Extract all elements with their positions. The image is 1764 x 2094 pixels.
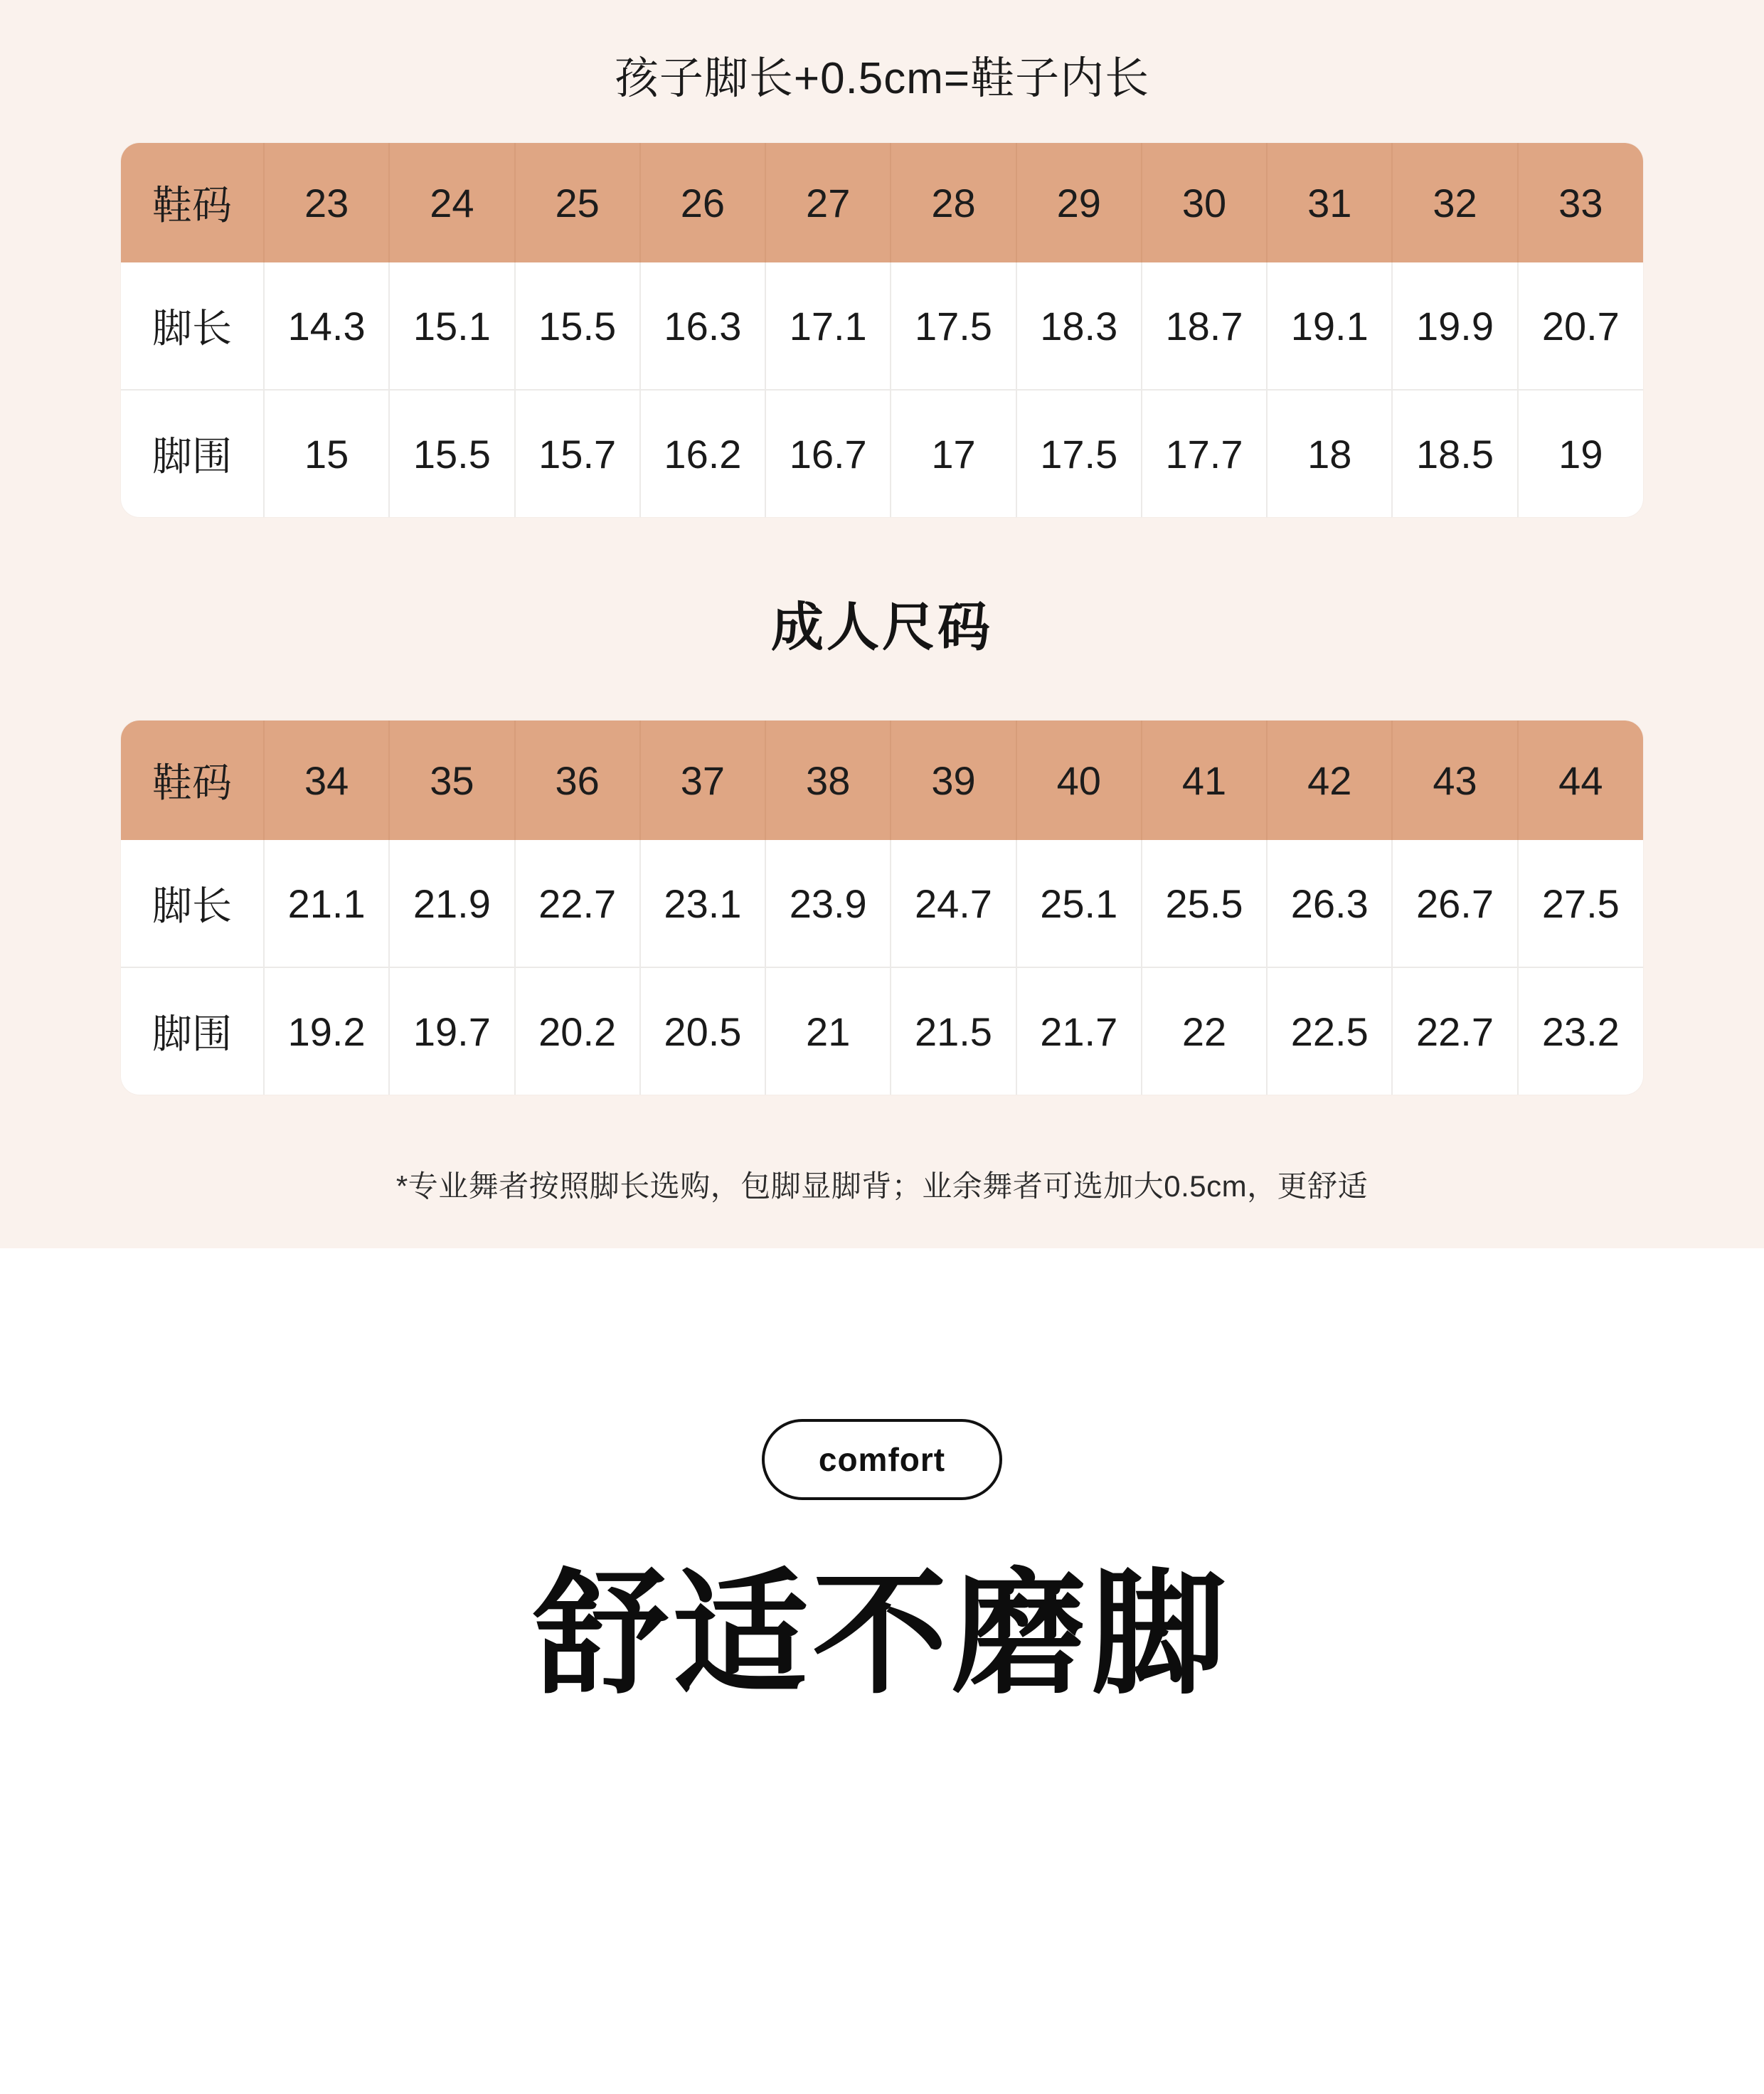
kids-size-table-container <box>121 143 1643 517</box>
table-row <box>121 840 1643 967</box>
kids-girth-cell: 15.7 <box>515 390 640 517</box>
adult-length-cell: 24.7 <box>891 840 1016 967</box>
kids-length-cell: 19.9 <box>1392 262 1517 390</box>
kids-size-cell: 23 <box>264 143 389 262</box>
kids-length-cell: 16.3 <box>640 262 765 390</box>
kids-row-label-length: 脚长 <box>121 262 264 390</box>
kids-girth-cell: 16.2 <box>640 390 765 517</box>
kids-size-cell: 26 <box>640 143 765 262</box>
kids-header-label: 鞋码 <box>121 143 264 262</box>
adult-size-cell: 42 <box>1267 721 1392 840</box>
adult-size-cell: 34 <box>264 721 389 840</box>
table-row <box>121 262 1643 390</box>
kids-size-cell: 30 <box>1142 143 1267 262</box>
adult-girth-cell: 21.5 <box>891 967 1016 1095</box>
kids-girth-cell: 15 <box>264 390 389 517</box>
adult-girth-cell: 20.2 <box>515 967 640 1095</box>
kids-length-cell: 18.7 <box>1142 262 1267 390</box>
comfort-headline: 舒适不磨脚 <box>533 1559 1231 1710</box>
page-title: 孩子脚长+0.5cm=鞋子内长 <box>614 54 1150 103</box>
adult-size-cell: 37 <box>640 721 765 840</box>
comfort-badge: comfort <box>762 1419 1002 1500</box>
adult-header-label: 鞋码 <box>121 721 264 840</box>
kids-girth-cell: 18 <box>1267 390 1392 517</box>
adult-length-cell: 26.7 <box>1392 840 1517 967</box>
kids-length-cell: 20.7 <box>1541 303 1620 349</box>
adult-row-label-length: 脚长 <box>121 840 264 967</box>
kids-girth-cell: 16.7 <box>765 390 891 517</box>
kids-girth-cell: 17.5 <box>1016 390 1142 517</box>
adult-girth-cell: 19.7 <box>389 967 514 1095</box>
adult-girth-cell: 23.2 <box>1518 967 1643 1095</box>
adult-size-cell: 43 <box>1392 721 1517 840</box>
kids-size-cell: 25 <box>515 143 640 262</box>
table-row <box>121 721 1643 840</box>
adult-length-cell: 21.1 <box>264 840 389 967</box>
adult-table-head <box>121 721 1643 840</box>
kids-length-cell: 17.1 <box>765 262 891 390</box>
adult-length-cell: 26.3 <box>1267 840 1392 967</box>
adult-length-cell: 23.1 <box>640 840 765 967</box>
kids-length-cell: 15.5 <box>515 262 640 390</box>
kids-size-cell: 29 <box>1016 143 1142 262</box>
kids-girth-cell: 18.5 <box>1392 390 1517 517</box>
adult-size-cell: 41 <box>1142 721 1267 840</box>
adult-girth-cell: 20.5 <box>640 967 765 1095</box>
sizing-note: *专业舞者按照脚长选购，包脚显脚背；业余舞者可选加大0.5cm，更舒适 <box>395 1169 1369 1203</box>
adult-size-table-container <box>121 721 1643 1095</box>
adult-size-cell: 36 <box>515 721 640 840</box>
kids-size-cell: 33 <box>1518 143 1643 262</box>
kids-size-cell: 27 <box>765 143 891 262</box>
kids-length-cell: 15.1 <box>389 262 514 390</box>
adult-length-cell: 25.1 <box>1016 840 1142 967</box>
adult-girth-cell: 19.2 <box>264 967 389 1095</box>
kids-table-head <box>121 143 1643 262</box>
kids-length-cell: 18.3 <box>1016 262 1142 390</box>
table-row <box>121 143 1643 262</box>
adult-girth-cell: 22.5 <box>1267 967 1392 1095</box>
adult-size-cell: 35 <box>389 721 514 840</box>
adult-size-cell: 44 <box>1518 721 1643 840</box>
adult-size-table <box>121 721 1643 1095</box>
kids-size-cell: 28 <box>891 143 1016 262</box>
adult-size-cell: 39 <box>891 721 1016 840</box>
adult-length-cell: 27.5 <box>1541 881 1620 926</box>
kids-size-table <box>121 143 1643 517</box>
adult-section-title: 成人尺码 <box>771 597 993 657</box>
adult-length-cell: 25.5 <box>1142 840 1267 967</box>
kids-girth-cell: 19 <box>1518 390 1643 517</box>
kids-girth-cell: 17 <box>891 390 1016 517</box>
kids-row-label-girth: 脚围 <box>121 390 264 517</box>
adult-table-body <box>121 840 1643 1095</box>
adult-row-label-girth: 脚围 <box>121 967 264 1095</box>
table-row <box>121 390 1643 517</box>
kids-length-cell: 14.3 <box>264 262 389 390</box>
kids-girth-cell: 17.7 <box>1142 390 1267 517</box>
comfort-section <box>0 1248 1764 1713</box>
kids-size-cell: 31 <box>1267 143 1392 262</box>
kids-size-cell: 32 <box>1392 143 1517 262</box>
adult-girth-cell: 21.7 <box>1016 967 1142 1095</box>
kids-girth-cell: 15.5 <box>389 390 514 517</box>
table-row <box>121 967 1643 1095</box>
kids-length-cell: 19.1 <box>1267 262 1392 390</box>
kids-table-body <box>121 262 1643 517</box>
kids-length-cell: 17.5 <box>891 262 1016 390</box>
adult-length-cell: 22.7 <box>515 840 640 967</box>
adult-length-cell: 23.9 <box>765 840 891 967</box>
kids-size-cell: 24 <box>389 143 514 262</box>
adult-girth-cell: 22 <box>1142 967 1267 1095</box>
adult-length-cell: 21.9 <box>389 840 514 967</box>
adult-girth-cell: 21 <box>765 967 891 1095</box>
adult-size-cell: 38 <box>765 721 891 840</box>
adult-girth-cell: 22.7 <box>1392 967 1517 1095</box>
adult-size-cell: 40 <box>1016 721 1142 840</box>
